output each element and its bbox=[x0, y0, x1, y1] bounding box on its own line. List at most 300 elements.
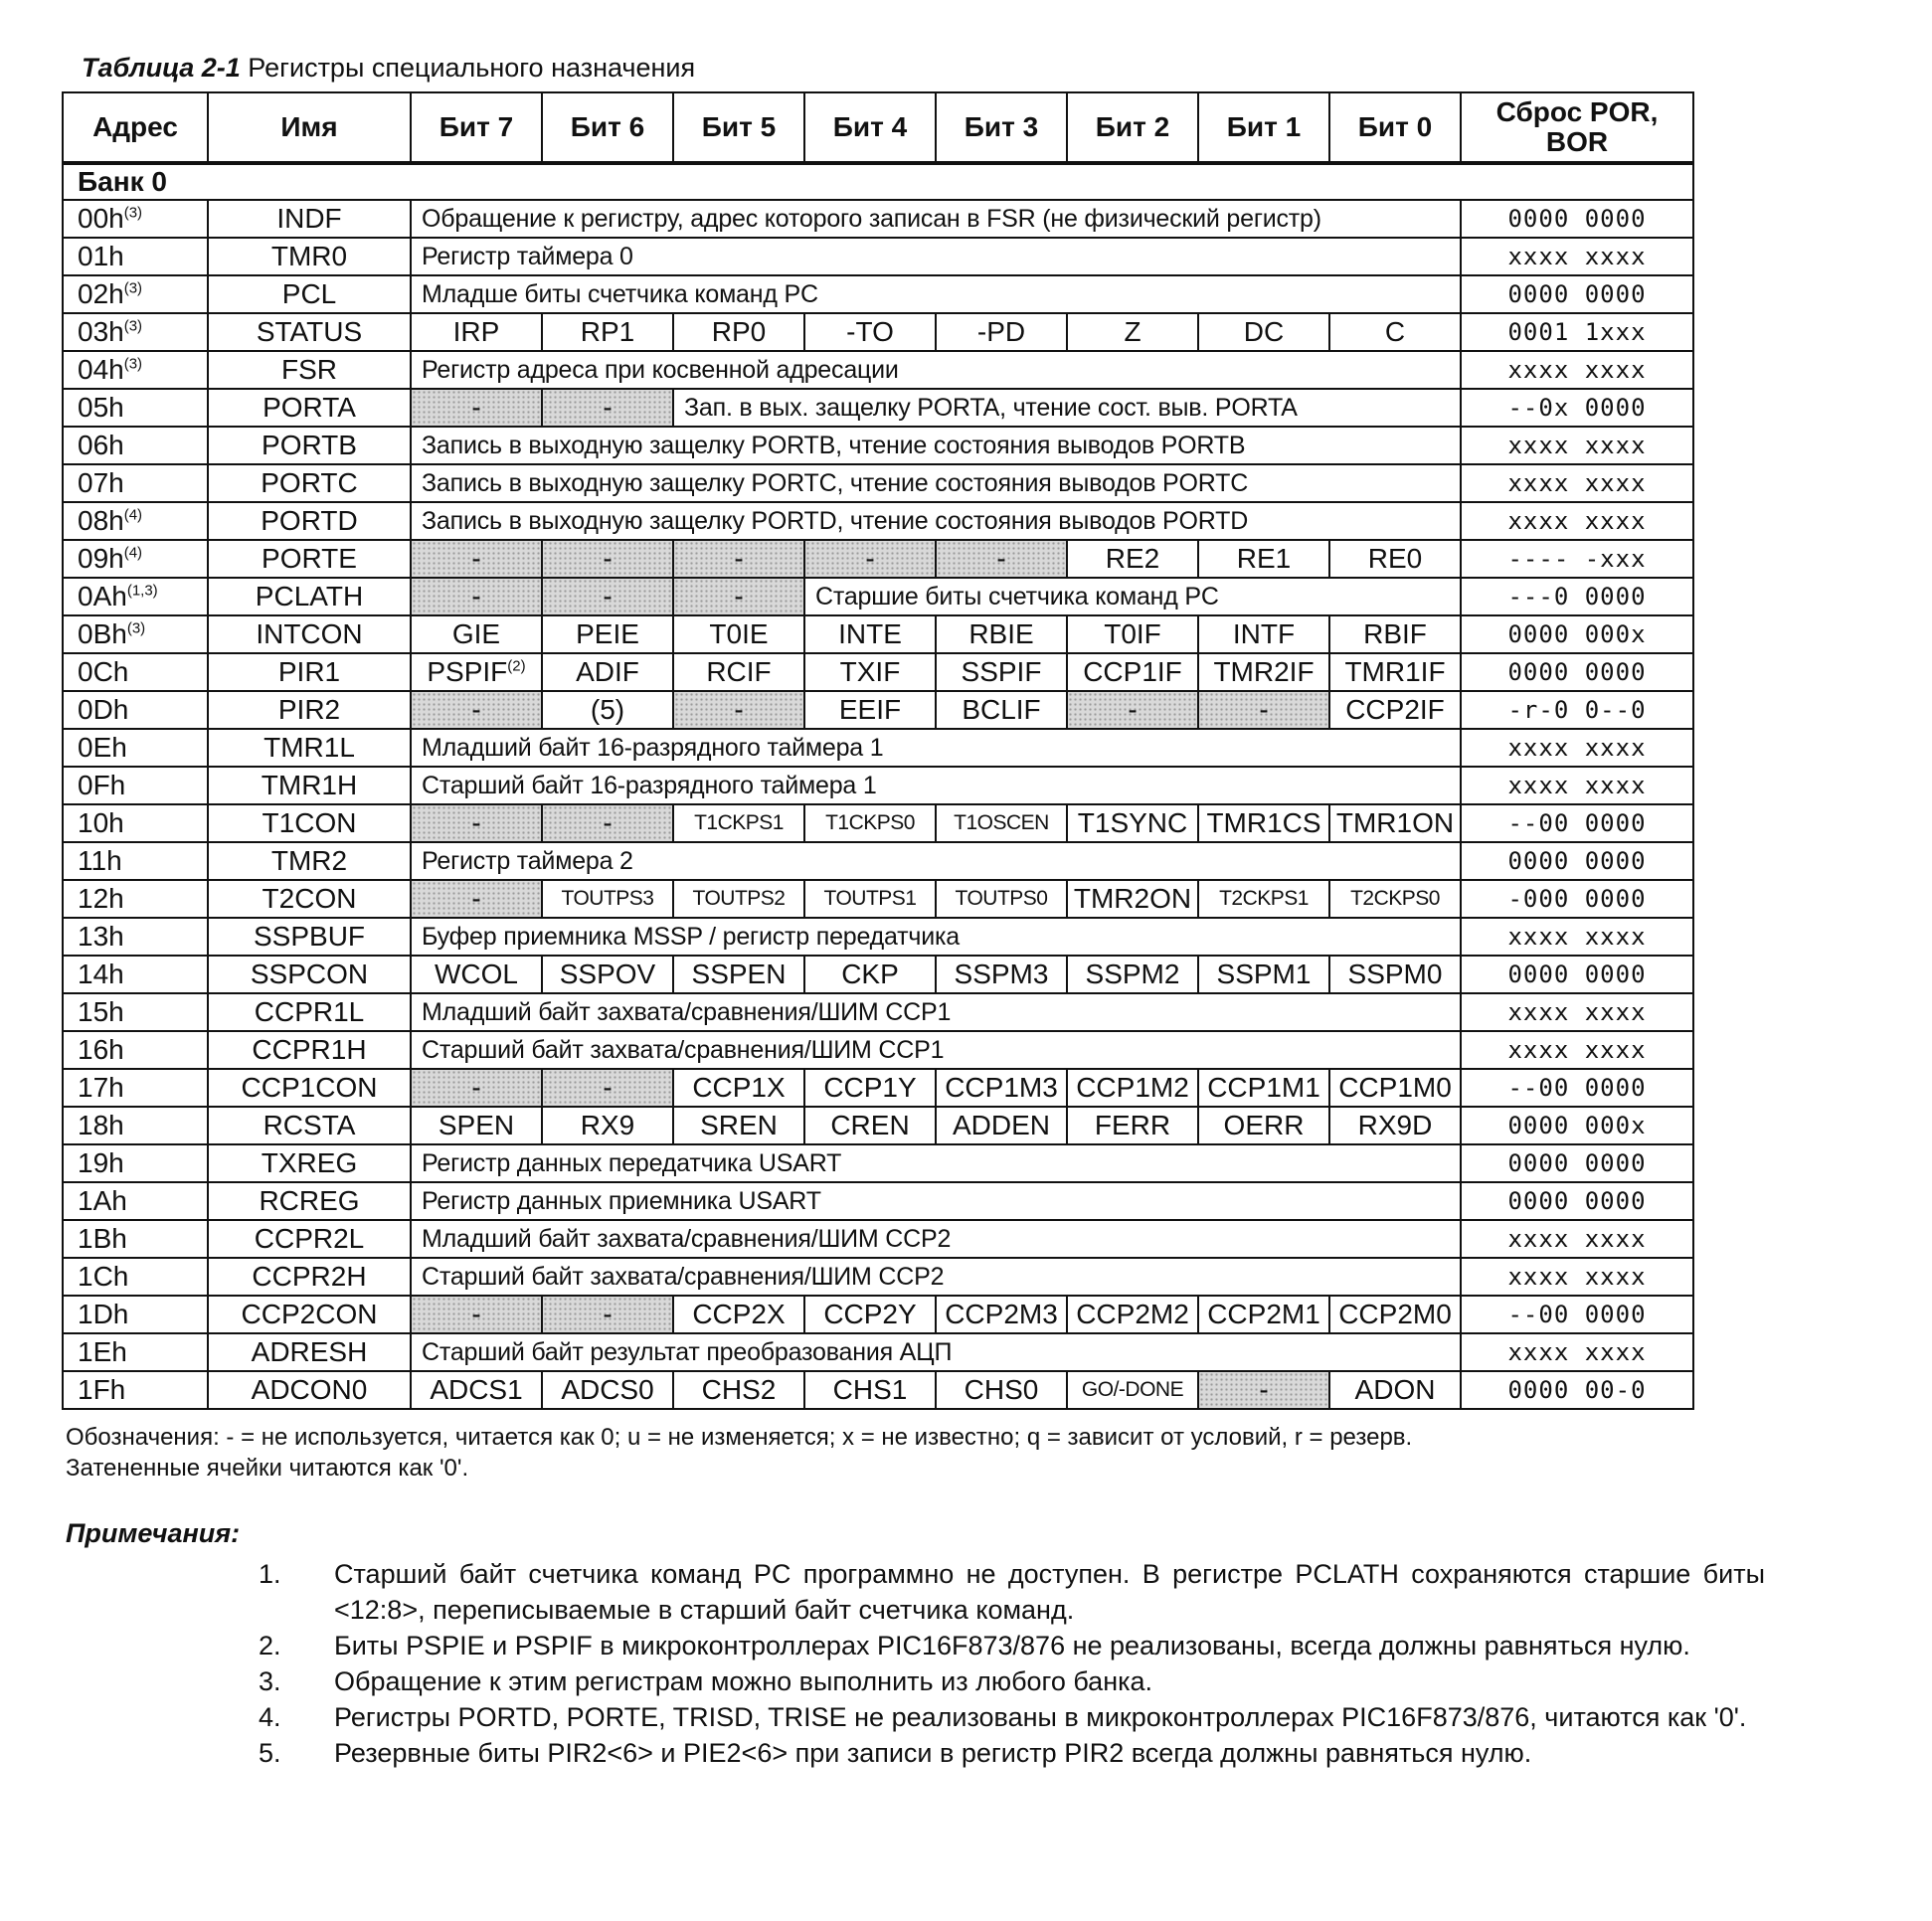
bit-cell bbox=[411, 1296, 542, 1333]
address-text: 07h bbox=[78, 467, 124, 498]
note-item bbox=[259, 1556, 1765, 1628]
bit-cell bbox=[673, 578, 804, 615]
bit-label: RX9D bbox=[1357, 1110, 1433, 1140]
bit-cell bbox=[936, 313, 1067, 351]
register-address bbox=[63, 615, 208, 653]
address-text: 06h bbox=[78, 430, 124, 460]
bit-label: RBIE bbox=[968, 618, 1034, 649]
bit-label: - bbox=[603, 543, 613, 574]
address-text: 1Dh bbox=[78, 1299, 129, 1329]
bit-label: - bbox=[734, 543, 744, 574]
register-address bbox=[63, 200, 208, 238]
bit-cell bbox=[936, 653, 1067, 691]
register-name: ADCON0 bbox=[208, 1371, 411, 1409]
reset-value: -000 0000 bbox=[1461, 880, 1693, 918]
bit-label: - bbox=[603, 1299, 613, 1329]
bit-cell bbox=[936, 691, 1067, 729]
bit-label: T1CKPS0 bbox=[825, 811, 915, 834]
address-text: 05h bbox=[78, 392, 124, 423]
address-footnote-ref: (4) bbox=[123, 506, 143, 524]
bit-cell bbox=[1329, 1296, 1461, 1333]
bit-label: RE0 bbox=[1367, 543, 1423, 574]
address-text: 1Eh bbox=[78, 1336, 127, 1367]
table-row bbox=[63, 1107, 1693, 1144]
bit-cell bbox=[1067, 804, 1198, 842]
table-row bbox=[63, 993, 1693, 1031]
reset-value: --00 0000 bbox=[1461, 1069, 1693, 1107]
bit-cell bbox=[673, 1296, 804, 1333]
bit-cell bbox=[411, 540, 542, 578]
reset-value: 0000 000x bbox=[1461, 1107, 1693, 1144]
table-row bbox=[63, 1333, 1693, 1371]
bit-cell bbox=[1329, 313, 1461, 351]
bit-label: -TO bbox=[846, 316, 894, 347]
bit-cell bbox=[673, 540, 804, 578]
register-name: TMR2 bbox=[208, 842, 411, 880]
reset-value: 0000 00-0 bbox=[1461, 1371, 1693, 1409]
note-text: Биты PSPIE и PSPIF в микроконтроллерах PIC16F873/876 не реализованы, всегда должны равняться нулю. bbox=[334, 1631, 1690, 1660]
bit-label: ADCS1 bbox=[430, 1374, 523, 1405]
note-number: 2. bbox=[259, 1631, 281, 1660]
bit-label: PSPIF bbox=[427, 656, 508, 687]
table-row bbox=[63, 804, 1693, 842]
register-name: CCP1CON bbox=[208, 1069, 411, 1107]
register-description: Старший байт захвата/сравнения/ШИМ CCP2 bbox=[411, 1258, 1461, 1296]
bit-cell bbox=[1067, 540, 1198, 578]
bit-cell bbox=[1198, 804, 1329, 842]
bit-label: INTF bbox=[1232, 618, 1296, 649]
register-name: PCL bbox=[208, 275, 411, 313]
address-text: 1Fh bbox=[78, 1374, 126, 1405]
bit-label: CCP2M2 bbox=[1076, 1299, 1189, 1329]
reset-value: xxxx xxxx bbox=[1461, 993, 1693, 1031]
bit-label: - bbox=[603, 581, 613, 611]
bit-label: - bbox=[734, 581, 744, 611]
bit-label: SSPM2 bbox=[1085, 959, 1180, 989]
address-text: 0Fh bbox=[78, 770, 126, 800]
register-name: TMR0 bbox=[208, 238, 411, 275]
bit-cell bbox=[804, 653, 936, 691]
table-row bbox=[63, 729, 1693, 767]
bit-label: TMR1ON bbox=[1335, 807, 1455, 838]
header-bit7: Бит 7 bbox=[411, 92, 542, 163]
register-name: CCP2CON bbox=[208, 1296, 411, 1333]
register-description: Регистр адреса при косвенной адресации bbox=[411, 351, 1461, 389]
bit-cell bbox=[411, 1371, 542, 1409]
reset-value: 0000 0000 bbox=[1461, 1182, 1693, 1220]
register-address bbox=[63, 842, 208, 880]
register-description: Запись в выходную защелку PORTD, чтение состояния выводов PORTD bbox=[411, 502, 1461, 540]
address-text: 0Bh bbox=[78, 618, 127, 649]
register-name: SSPBUF bbox=[208, 918, 411, 956]
reset-value: ---- -xxx bbox=[1461, 540, 1693, 578]
address-text: 14h bbox=[78, 959, 124, 989]
register-name: INTCON bbox=[208, 615, 411, 653]
table-row bbox=[63, 389, 1693, 427]
register-description: Запись в выходную защелку PORTB, чтение состояния выводов PORTB bbox=[411, 427, 1461, 464]
bit-cell bbox=[542, 1296, 673, 1333]
bit-label: - bbox=[603, 807, 613, 838]
register-name: CCPR1H bbox=[208, 1031, 411, 1069]
bit-label: ADDEN bbox=[952, 1110, 1050, 1140]
bit-label: WCOL bbox=[435, 959, 518, 989]
register-address bbox=[63, 1333, 208, 1371]
bit-label: Z bbox=[1124, 316, 1142, 347]
bit-label: - bbox=[734, 694, 744, 725]
bit-label: - bbox=[996, 543, 1006, 574]
bit-cell bbox=[673, 691, 804, 729]
bit-cell bbox=[804, 1069, 936, 1107]
note-number: 5. bbox=[259, 1738, 281, 1768]
bit-label: CHS1 bbox=[832, 1374, 908, 1405]
reset-value: 0000 0000 bbox=[1461, 842, 1693, 880]
bit-label: - bbox=[1259, 1374, 1269, 1405]
bank-label: Банк 0 bbox=[63, 163, 1693, 200]
bit-cell bbox=[542, 389, 673, 427]
bit-cell bbox=[411, 1069, 542, 1107]
bit-label: TOUTPS0 bbox=[955, 887, 1048, 910]
register-name: PORTA bbox=[208, 389, 411, 427]
bit-label: - bbox=[471, 543, 481, 574]
register-address bbox=[63, 804, 208, 842]
special-registers-table bbox=[62, 91, 1694, 1410]
header-name: Имя bbox=[208, 92, 411, 163]
bit-cell bbox=[804, 956, 936, 993]
legend-line: Обозначения: - = не используется, читается как 0; u = не изменяется; x = не известно; q = зависит от условий, r = резерв. bbox=[66, 1424, 1413, 1451]
bit-label: TMR2IF bbox=[1213, 656, 1315, 687]
reset-value: xxxx xxxx bbox=[1461, 238, 1693, 275]
note-number: 4. bbox=[259, 1702, 281, 1732]
register-name: RCSTA bbox=[208, 1107, 411, 1144]
bit-cell bbox=[1067, 1296, 1198, 1333]
register-name: PORTB bbox=[208, 427, 411, 464]
bit-cell bbox=[542, 1107, 673, 1144]
bit-label: - bbox=[1259, 694, 1269, 725]
register-name: T2CON bbox=[208, 880, 411, 918]
bit-label: SREN bbox=[700, 1110, 778, 1140]
note-number: 3. bbox=[259, 1666, 281, 1696]
bit-cell bbox=[936, 956, 1067, 993]
bit-label: CCP1Y bbox=[823, 1072, 917, 1103]
bit-cell bbox=[411, 578, 542, 615]
header-bit4: Бит 4 bbox=[804, 92, 936, 163]
bit-label: CREN bbox=[830, 1110, 910, 1140]
address-text: 1Bh bbox=[78, 1223, 127, 1254]
address-footnote-ref: (1,3) bbox=[126, 582, 158, 600]
bit-cell bbox=[411, 956, 542, 993]
bit-label: RE2 bbox=[1105, 543, 1160, 574]
bit-label: T1SYNC bbox=[1077, 807, 1188, 838]
bit-cell bbox=[1067, 956, 1198, 993]
bit-cell bbox=[542, 615, 673, 653]
bit-cell bbox=[411, 389, 542, 427]
bit-cell bbox=[411, 653, 542, 691]
register-address bbox=[63, 1031, 208, 1069]
address-text: 0Eh bbox=[78, 732, 127, 763]
register-address bbox=[63, 427, 208, 464]
header-bit2: Бит 2 bbox=[1067, 92, 1198, 163]
bit-cell bbox=[673, 1107, 804, 1144]
bit-label: - bbox=[471, 581, 481, 611]
register-name: RCREG bbox=[208, 1182, 411, 1220]
register-address bbox=[63, 1107, 208, 1144]
header-bit1: Бит 1 bbox=[1198, 92, 1329, 163]
bit-label: - bbox=[471, 1299, 481, 1329]
address-text: 02h bbox=[78, 278, 124, 309]
header-bit6: Бит 6 bbox=[542, 92, 673, 163]
bit-label: SSPIF bbox=[961, 656, 1042, 687]
table-row bbox=[63, 464, 1693, 502]
bit-cell bbox=[1329, 1069, 1461, 1107]
register-name: PCLATH bbox=[208, 578, 411, 615]
reset-value: ---0 0000 bbox=[1461, 578, 1693, 615]
table-row bbox=[63, 653, 1693, 691]
register-name: PORTC bbox=[208, 464, 411, 502]
table-row bbox=[63, 1182, 1693, 1220]
bit-label: - bbox=[471, 807, 481, 838]
register-address bbox=[63, 389, 208, 427]
bit-label: TMR1IF bbox=[1344, 656, 1446, 687]
address-text: 15h bbox=[78, 996, 124, 1027]
note-item bbox=[259, 1628, 1765, 1663]
reset-value: 0000 000x bbox=[1461, 615, 1693, 653]
bit-cell bbox=[804, 691, 936, 729]
table-row bbox=[63, 200, 1693, 238]
bit-cell bbox=[542, 578, 673, 615]
bit-label: - bbox=[1128, 694, 1138, 725]
table-row bbox=[63, 880, 1693, 918]
bank-row bbox=[63, 163, 1693, 200]
bit-label: - bbox=[471, 883, 481, 914]
address-text: 18h bbox=[78, 1110, 124, 1140]
register-name: TXREG bbox=[208, 1144, 411, 1182]
table-row bbox=[63, 767, 1693, 804]
notes-title: Примечания: bbox=[66, 1518, 241, 1548]
bit-cell bbox=[411, 804, 542, 842]
register-name: CCPR1L bbox=[208, 993, 411, 1031]
bit-label: OERR bbox=[1223, 1110, 1305, 1140]
bit-cell bbox=[804, 804, 936, 842]
register-name: INDF bbox=[208, 200, 411, 238]
table-row bbox=[63, 1258, 1693, 1296]
table-row bbox=[63, 1296, 1693, 1333]
bit-label: BCLIF bbox=[962, 694, 1041, 725]
bit-label: - bbox=[603, 1072, 613, 1103]
table-row bbox=[63, 351, 1693, 389]
bit-cell bbox=[1067, 880, 1198, 918]
register-description: Обращение к регистру, адрес которого записан в FSR (не физический регистр) bbox=[411, 200, 1461, 238]
bit-cell bbox=[411, 615, 542, 653]
note-text: Старший байт счетчика команд PC программно не доступен. В регистре PCLATH сохраняются старшие биты <12:8>, переписываемые в старший байт счетчика команд. bbox=[334, 1559, 1765, 1625]
bit-cell bbox=[542, 804, 673, 842]
bit-label: - bbox=[603, 392, 613, 423]
header-reset: Сброс POR, BOR bbox=[1461, 92, 1693, 163]
header-bit0: Бит 0 bbox=[1329, 92, 1461, 163]
register-address bbox=[63, 1182, 208, 1220]
bit-label: CKP bbox=[841, 959, 899, 989]
bit-label: - bbox=[471, 1072, 481, 1103]
register-name: CCPR2L bbox=[208, 1220, 411, 1258]
note-text: Регистры PORTD, PORTE, TRISD, TRISE не реализованы в микроконтроллерах PIC16F873/876, читаются как '0'. bbox=[334, 1702, 1747, 1732]
bit-label: CCP2M3 bbox=[945, 1299, 1058, 1329]
bit-cell bbox=[1198, 653, 1329, 691]
register-description: Младший байт захвата/сравнения/ШИМ CCP1 bbox=[411, 993, 1461, 1031]
bit-cell bbox=[1329, 880, 1461, 918]
register-description: Буфер приемника MSSP / регистр передатчика bbox=[411, 918, 1461, 956]
register-address bbox=[63, 1296, 208, 1333]
register-address bbox=[63, 502, 208, 540]
reset-value: xxxx xxxx bbox=[1461, 767, 1693, 804]
note-text: Резервные биты PIR2<6> и PIE2<6> при записи в регистр PIR2 всегда должны равняться нулю. bbox=[334, 1738, 1532, 1768]
reset-value: xxxx xxxx bbox=[1461, 729, 1693, 767]
bit-label: - bbox=[865, 543, 875, 574]
bit-label: CCP1M1 bbox=[1207, 1072, 1320, 1103]
note-number: 1. bbox=[259, 1559, 281, 1589]
register-address bbox=[63, 880, 208, 918]
register-name: PORTD bbox=[208, 502, 411, 540]
address-text: 04h bbox=[78, 354, 124, 385]
bit-label: T2CKPS0 bbox=[1350, 887, 1440, 910]
bit-cell bbox=[673, 880, 804, 918]
bit-label: CHS0 bbox=[964, 1374, 1039, 1405]
register-address bbox=[63, 1069, 208, 1107]
register-address bbox=[63, 653, 208, 691]
bit-label: (5) bbox=[590, 694, 625, 725]
register-address bbox=[63, 691, 208, 729]
bit-cell bbox=[804, 313, 936, 351]
bit-cell bbox=[804, 880, 936, 918]
bit-label: SSPM1 bbox=[1216, 959, 1312, 989]
register-address bbox=[63, 540, 208, 578]
reset-value: 0000 0000 bbox=[1461, 653, 1693, 691]
bit-label: CCP1X bbox=[692, 1072, 786, 1103]
bit-label: RCIF bbox=[706, 656, 772, 687]
table-row bbox=[63, 1069, 1693, 1107]
bit-cell bbox=[804, 615, 936, 653]
bit-footnote-ref: (2) bbox=[507, 657, 526, 675]
bit-label: SSPOV bbox=[559, 959, 656, 989]
register-address bbox=[63, 1144, 208, 1182]
register-description: Младший байт 16-разрядного таймера 1 bbox=[411, 729, 1461, 767]
register-name: CCPR2H bbox=[208, 1258, 411, 1296]
bit-label: DC bbox=[1243, 316, 1285, 347]
reset-value: xxxx xxxx bbox=[1461, 464, 1693, 502]
bit-cell bbox=[804, 1296, 936, 1333]
bit-label: SSPM3 bbox=[954, 959, 1049, 989]
table-row bbox=[63, 1144, 1693, 1182]
register-name: SSPCON bbox=[208, 956, 411, 993]
bit-cell bbox=[1067, 691, 1198, 729]
table-row bbox=[63, 1220, 1693, 1258]
bit-cell bbox=[936, 1069, 1067, 1107]
reset-value: xxxx xxxx bbox=[1461, 351, 1693, 389]
register-address bbox=[63, 275, 208, 313]
bit-cell bbox=[1329, 1371, 1461, 1409]
bit-cell bbox=[936, 1296, 1067, 1333]
address-text: 13h bbox=[78, 921, 124, 952]
register-description: Регистр таймера 0 bbox=[411, 238, 1461, 275]
bit-cell bbox=[804, 1371, 936, 1409]
register-name: ADRESH bbox=[208, 1333, 411, 1371]
address-text: 03h bbox=[78, 316, 124, 347]
bit-cell bbox=[411, 691, 542, 729]
register-description: Запись в выходную защелку PORTC, чтение состояния выводов PORTC bbox=[411, 464, 1461, 502]
bit-label: C bbox=[1384, 316, 1406, 347]
bit-label: CCP1M2 bbox=[1076, 1072, 1189, 1103]
note-text: Обращение к этим регистрам можно выполнить из любого банка. bbox=[334, 1666, 1153, 1696]
bit-label: CCP1M0 bbox=[1338, 1072, 1452, 1103]
register-address bbox=[63, 918, 208, 956]
bit-cell bbox=[1198, 615, 1329, 653]
bit-cell bbox=[1067, 1069, 1198, 1107]
bit-label: T0IF bbox=[1104, 618, 1161, 649]
bit-label: T2CKPS1 bbox=[1219, 887, 1309, 910]
register-name: PIR2 bbox=[208, 691, 411, 729]
legend-line: Затененные ячейки читаются как '0'. bbox=[66, 1455, 469, 1482]
bit-label: TMR2ON bbox=[1073, 883, 1192, 914]
bit-cell bbox=[1329, 540, 1461, 578]
bit-label: RE1 bbox=[1236, 543, 1292, 574]
table-row bbox=[63, 313, 1693, 351]
bit-label: - bbox=[471, 392, 481, 423]
register-description: Регистр таймера 2 bbox=[411, 842, 1461, 880]
bit-cell bbox=[1198, 691, 1329, 729]
bit-cell bbox=[411, 880, 542, 918]
address-footnote-ref: (3) bbox=[123, 204, 143, 222]
reset-value: xxxx xxxx bbox=[1461, 502, 1693, 540]
table-row bbox=[63, 540, 1693, 578]
reset-value: xxxx xxxx bbox=[1461, 427, 1693, 464]
bit-label: IRP bbox=[452, 316, 500, 347]
address-text: 1Ch bbox=[78, 1261, 129, 1292]
note-item bbox=[259, 1735, 1765, 1771]
address-text: 1Ah bbox=[78, 1185, 127, 1216]
address-footnote-ref: (3) bbox=[123, 279, 143, 297]
register-address bbox=[63, 729, 208, 767]
bit-label: EEIF bbox=[838, 694, 902, 725]
register-address bbox=[63, 1371, 208, 1409]
table-caption bbox=[82, 52, 695, 84]
reset-value: xxxx xxxx bbox=[1461, 1333, 1693, 1371]
bit-label: T1OSCEN bbox=[954, 811, 1049, 834]
address-text: 09h bbox=[78, 543, 124, 574]
bit-cell bbox=[1198, 956, 1329, 993]
table-caption-text: Регистры специального назначения bbox=[240, 53, 696, 83]
table-row bbox=[63, 956, 1693, 993]
table-row bbox=[63, 275, 1693, 313]
bit-label: -PD bbox=[976, 316, 1026, 347]
bit-label: SSPEN bbox=[691, 959, 787, 989]
bit-label: RP0 bbox=[711, 316, 767, 347]
reset-value: --00 0000 bbox=[1461, 804, 1693, 842]
bit-cell bbox=[542, 956, 673, 993]
register-description: Старший байт 16-разрядного таймера 1 bbox=[411, 767, 1461, 804]
table-row bbox=[63, 502, 1693, 540]
bit-label: - bbox=[471, 694, 481, 725]
address-footnote-ref: (3) bbox=[123, 317, 143, 335]
bit-cell bbox=[936, 1371, 1067, 1409]
bit-cell bbox=[542, 691, 673, 729]
bit-label: CCP2M0 bbox=[1338, 1299, 1452, 1329]
bit-cell bbox=[1067, 1371, 1198, 1409]
register-address bbox=[63, 1258, 208, 1296]
bit-label: TOUTPS1 bbox=[823, 887, 917, 910]
bit-cell bbox=[673, 615, 804, 653]
bit-cell bbox=[542, 1371, 673, 1409]
register-description: Зап. в вых. защелку PORTA, чтение сост. выв. PORTA bbox=[673, 389, 1461, 427]
bit-label: TOUTPS2 bbox=[692, 887, 786, 910]
register-description: Старшие биты счетчика команд PC bbox=[804, 578, 1461, 615]
